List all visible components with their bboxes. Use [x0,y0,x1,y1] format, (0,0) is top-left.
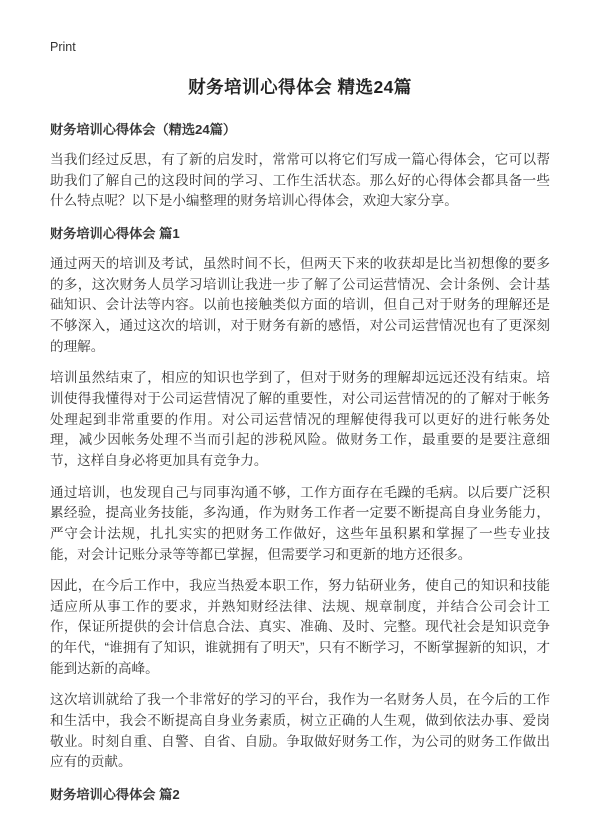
section-1-paragraph-2: 培训虽然结束了，相应的知识也学到了，但对于财务的理解却远远还没有结束。培训使得我懂得对于公司运营情况了解的重要性，对公司运营情况的的了解对于帐务处理起到非常重要的作用。对公司运营情况的理解使得我可以更好的进行帐务处理，减少因帐务处理不当而引起的涉税风险。做财务工作，最重要的是要注意细节，这样自身必将更加具有竞争力。 [50,370,550,468]
section-1-paragraph-5: 这次培训就给了我一个非常好的学习的平台，我作为一名财务人员，在今后的工作和生活中，我会不断提高自身业务素质，树立正确的人生观，做到依法办事、爱岗敬业。时刻自重、自警、自省、自励。争取做好财务工作，为公司的财务工作做出应有的贡献。 [50,692,550,770]
document-subtitle: 财务培训心得体会（精选24篇） [50,122,237,137]
section-1-paragraph-4: 因此，在今后工作中，我应当热爱本职工作，努力钻研业务，使自己的知识和技能适应所从事工作的要求，并熟知财经法律、法规、规章制度，并结合公司会计工作，保证所提供的会计信息合法、真实、准确、及时、完整。现代社会是知识竞争的年代，“谁拥有了知识，谁就拥有了明天”，只有不断学习，不断掌握新的知识，才能到达新的高峰。 [50,578,550,676]
section-1-heading: 财务培训心得体会 篇1 [50,225,180,241]
section-1-paragraph-3: 通过培训，也发现自己与同事沟通不够，工作方面存在毛躁的毛病。以后要广泛积累经验，提高业务技能，多沟通，作为财务工作者一定要不断提高自身业务能力，严守会计法规，扎扎实实的把财务工作做好，这些年虽积累和掌握了一些专业技能，对会计记账分录等等都已掌握，但需要学习和更新的地方还很多。 [50,484,550,562]
section-2-heading: 财务培训心得体会 篇2 [50,787,180,803]
section-1-paragraph-1: 通过两天的培训及考试，虽然时间不长，但两天下来的收获却是比当初想像的要多的多，这次财务人员学习培训让我进一步了解了公司运营情况、会计条例、会计基础知识、会计法等内容。以前也接触类似方面的培训，但自己对于财务的理解还是不够深入，通过这次的培训，对于财务有新的感悟，对公司运营情况也有了更深刻的理解。 [50,255,550,354]
print-button[interactable]: Print [50,40,76,54]
intro-paragraph: 当我们经过反思，有了新的启发时，常常可以将它们写成一篇心得体会，它可以帮助我们了解自己的这段时间的学习、工作生活状态。那么好的心得体会都具备一些什么特点呢？以下是小编整理的财务培训心得体会，欢迎大家分享。 [50,152,550,209]
page-title: 财务培训心得体会 精选24篇 [188,77,412,97]
